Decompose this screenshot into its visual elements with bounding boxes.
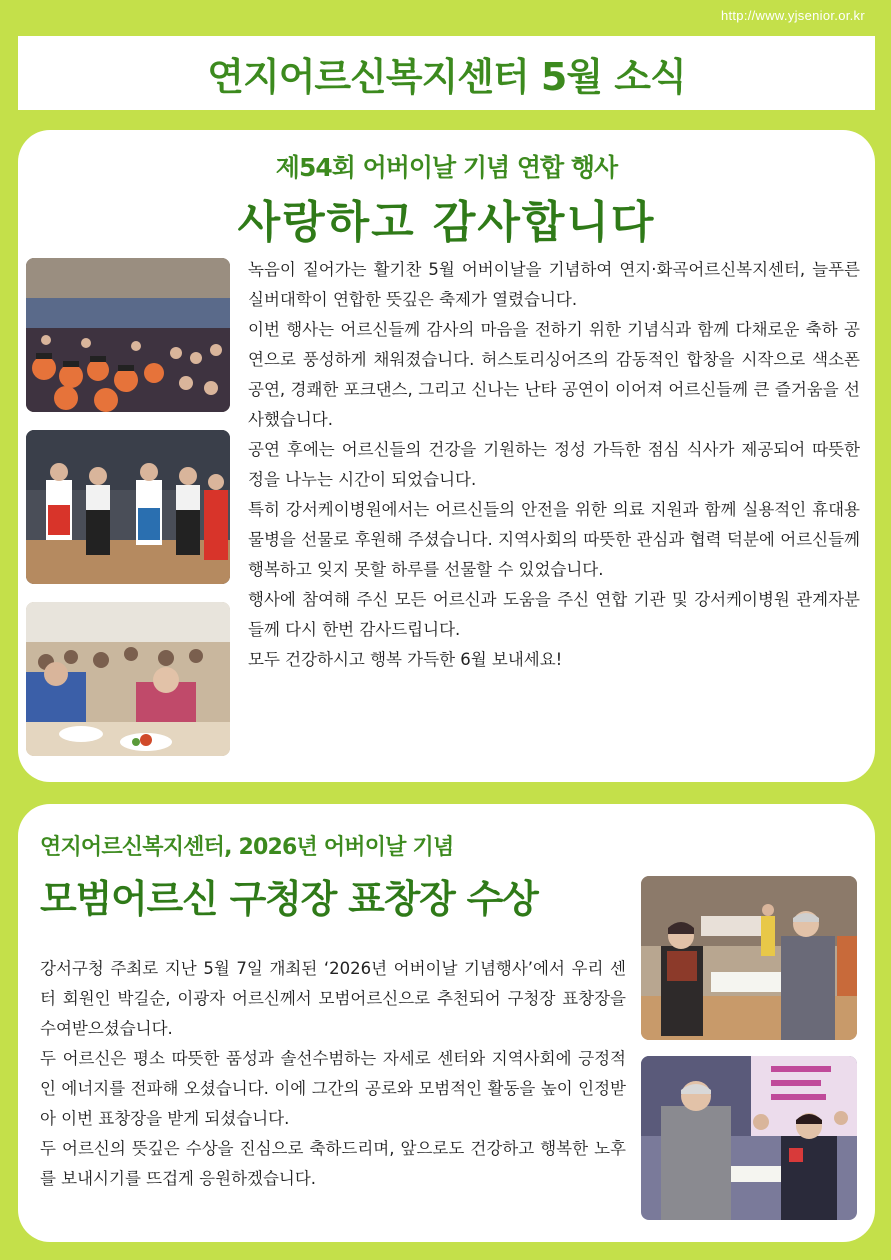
- photo-audience: [26, 258, 230, 412]
- article2-headline: 모범어르신 구청장 표창장 수상: [40, 877, 538, 921]
- article-parents-day-event: [18, 130, 875, 782]
- article1-headline: 사랑하고 감사합니다: [237, 197, 656, 248]
- article1-paragraph: 이번 행사는 어르신들께 감사의 마음을 전하기 위한 기념식과 함께 다채로운 축하 공연으로 풍성하게 채워졌습니다. 허스토리싱어즈의 감동적인 합창을 시작으로 색소폰 공연, 경쾌한 포크댄스, 그리고 신나는 난타 공연이 이어져 어르신들께 큰 즐거움을 선사했습니다.: [248, 320, 860, 429]
- article1-paragraph: 특히 강서케이병원에서는 어르신들의 안전을 위한 의료 지원과 함께 실용적인 휴대용 물병을 선물로 후원해 주셨습니다. 지역사회의 따뜻한 관심과 협력 덕분에 어르신들께 행복하고 잊지 못할 하루를 선물할 수 있었습니다.: [248, 500, 860, 579]
- article-award: [18, 804, 875, 1242]
- website-url: http://www.yjsenior.or.kr: [720, 8, 865, 23]
- photo-folk-dance: [26, 430, 230, 584]
- article2-paragraph: 두 어르신은 평소 따뜻한 품성과 솔선수범하는 자세로 센터와 지역사회에 긍정적인 에너지를 전파해 오셨습니다. 이에 그간의 공로와 모범적인 활동을 높이 인정받아 이번 표창장을 받게 되셨습니다.: [40, 1049, 626, 1128]
- photo-award-ceremony-2: [641, 1056, 857, 1220]
- article1-subtitle: 제54회 어버이날 기념 연합 행사: [275, 153, 618, 182]
- article1-paragraph: 모두 건강하시고 행복 가득한 6월 보내세요!: [248, 650, 563, 669]
- article2-body: [40, 954, 626, 1194]
- article2-paragraph: 두 어르신의 뜻깊은 수상을 진심으로 축하드리며, 앞으로도 건강하고 행복한 노후를 보내시기를 뜨겁게 응원하겠습니다.: [40, 1139, 626, 1188]
- newsletter-title-bar: [18, 36, 875, 110]
- article2-subtitle: 연지어르신복지센터, 2026년 어버이날 기념: [40, 835, 454, 860]
- photo-award-ceremony-1: [641, 876, 857, 1040]
- article1-paragraph: 녹음이 짙어가는 활기찬 5월 어버이날을 기념하여 연지·화곡어르신복지센터, 늘푸른실버대학이 연합한 뜻깊은 축제가 열렸습니다.: [248, 260, 860, 309]
- article2-paragraph: 강서구청 주최로 지난 5월 7일 개최된 ‘2026년 어버이날 기념행사’에서 우리 센터 회원인 박길순, 이광자 어르신께서 모범어르신으로 추천되어 구청장 표창장을 수여받으셨습니다.: [40, 959, 626, 1038]
- newsletter-title: 연지어르신복지센터 5월 소식: [207, 54, 686, 99]
- photo-lunch: [26, 602, 230, 756]
- article1-paragraph: 행사에 참여해 주신 모든 어르신과 도움을 주신 연합 기관 및 강서케이병원 관계자분들께 다시 한번 감사드립니다.: [248, 590, 860, 639]
- article1-body: [248, 255, 860, 675]
- article1-paragraph: 공연 후에는 어르신들의 건강을 기원하는 정성 가득한 점심 식사가 제공되어 따뜻한 정을 나누는 시간이 되었습니다.: [248, 440, 860, 489]
